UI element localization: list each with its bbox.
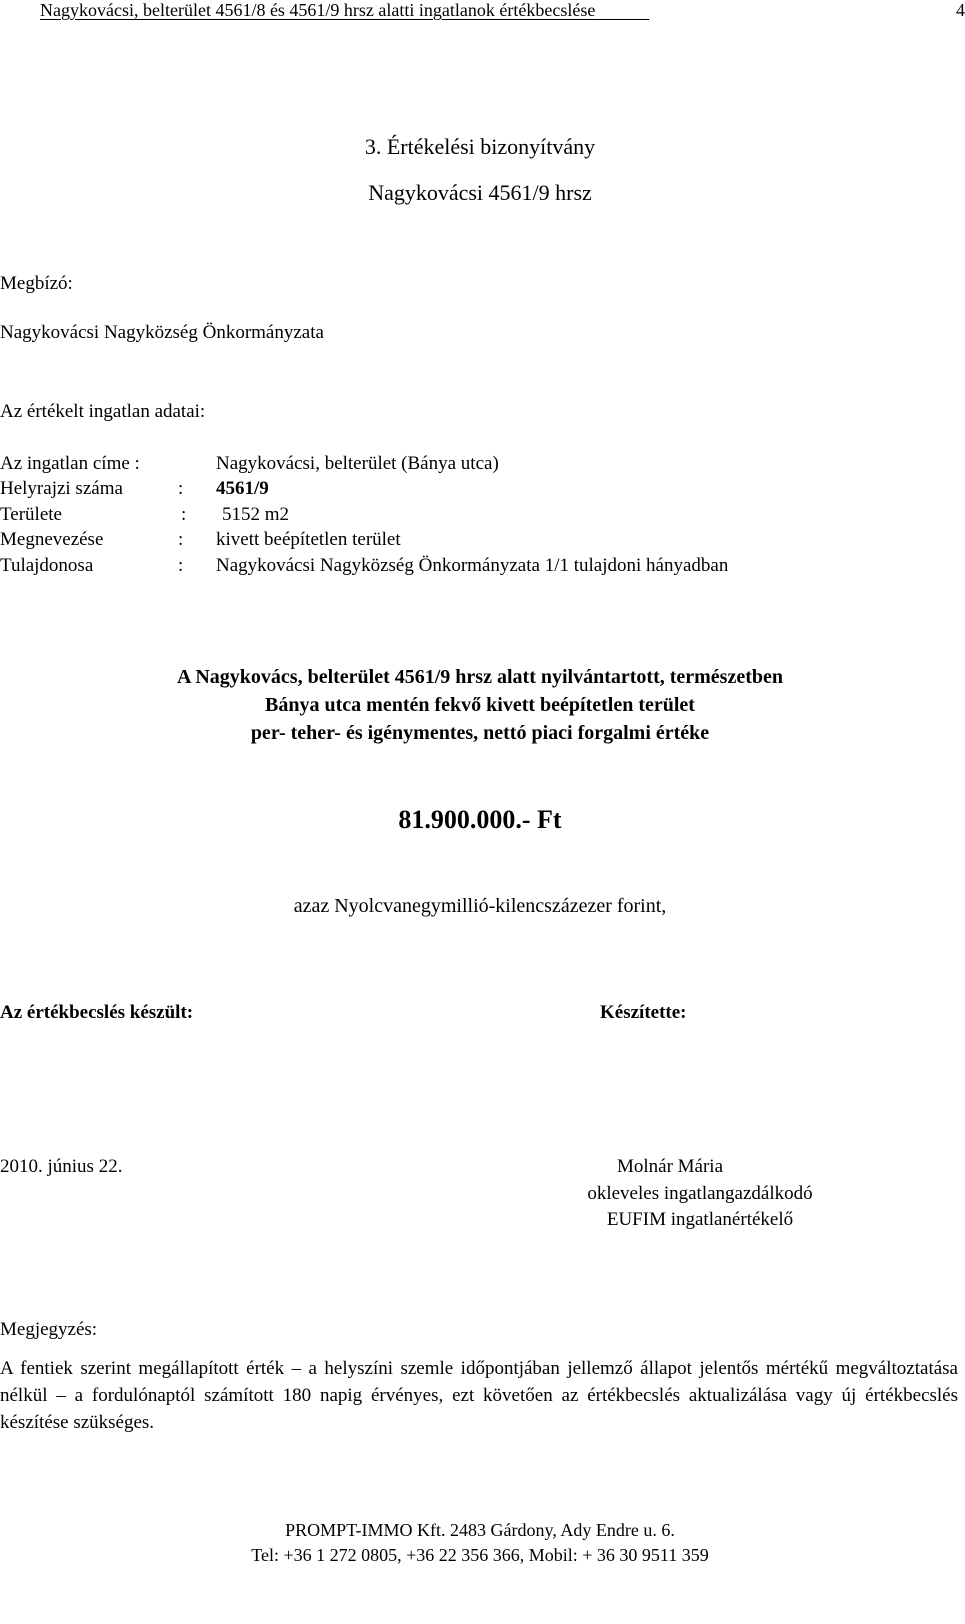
- row-label: Tulajdonosa: [0, 555, 94, 576]
- running-header: [40, 0, 965, 21]
- row-label: Az ingatlan címe :: [0, 453, 140, 474]
- client-label: Megbízó:: [0, 273, 73, 294]
- row-colon: :: [178, 529, 184, 550]
- note-label: Megjegyzés:: [0, 1319, 98, 1340]
- author-label: Készítette:: [600, 1002, 687, 1023]
- author-title-2: EUFIM ingatlanértékelő: [606, 1209, 794, 1230]
- row-label: Helyrajzi száma: [0, 478, 123, 499]
- row-label: Megnevezése: [0, 529, 104, 550]
- section-heading: 3. Értékelési bizonyítvány: [364, 134, 596, 159]
- valuation-line-1: A Nagykovács, belterület 4561/9 hrsz alatt nyilvántartott, természetben: [177, 666, 783, 688]
- author-title-1: okleveles ingatlangazdálkodó: [587, 1183, 813, 1204]
- valuation-line-3: per- teher- és igénymentes, nettó piaci forgalmi értéke: [250, 722, 710, 744]
- row-value: 5152 m2: [222, 504, 290, 525]
- row-value: kivett beépítetlen terület: [216, 529, 401, 550]
- valuation-in-words: azaz Nyolcvanegymillió-kilencszázezer forint,: [293, 895, 667, 917]
- row-colon: :: [178, 555, 184, 576]
- row-colon: :: [178, 478, 184, 499]
- footer-company: PROMPT-IMMO Kft. 2483 Gárdony, Ady Endre u. 6.: [285, 1520, 675, 1540]
- valuation-date: 2010. június 22.: [0, 1156, 123, 1177]
- date-label: Az értékbecslés készült:: [0, 1002, 194, 1023]
- page-number: 4: [956, 0, 965, 20]
- row-colon: :: [181, 504, 187, 525]
- note-text: A fentiek szerint megállapított érték – a helyszíni szemle időpontjában jellemző állapot jelentős mértékű megváltoztatása nélkül – a fordulónaptól számított 180 napig érvényes, ezt követően az értékbecslés aktualizálása vagy új értékbecslés készítése szükséges.: [0, 1358, 958, 1433]
- header-title: Nagykovácsi, belterület 4561/8 és 4561/9 hrsz alatti ingatlanok értékbecslése: [40, 0, 596, 20]
- row-value: Nagykovácsi, belterület (Bánya utca): [216, 453, 499, 474]
- valuation-amount: 81.900.000.- Ft: [398, 805, 562, 834]
- property-heading: Az értékelt ingatlan adatai:: [0, 401, 206, 422]
- author-name: Molnár Mária: [616, 1156, 724, 1177]
- client-name: Nagykovácsi Nagyközség Önkormányzata: [0, 322, 324, 343]
- row-value: Nagykovácsi Nagyközség Önkormányzata 1/1 tulajdoni hányadban: [216, 555, 729, 576]
- row-label: Területe: [0, 504, 62, 525]
- footer-contact: Tel: +36 1 272 0805, +36 22 356 366, Mobil: + 36 30 9511 359: [251, 1545, 709, 1565]
- row-value: 4561/9: [216, 478, 269, 499]
- section-subheading: Nagykovácsi 4561/9 hrsz: [368, 180, 592, 205]
- valuation-line-2: Bánya utca mentén fekvő kivett beépítetlen terület: [265, 694, 695, 716]
